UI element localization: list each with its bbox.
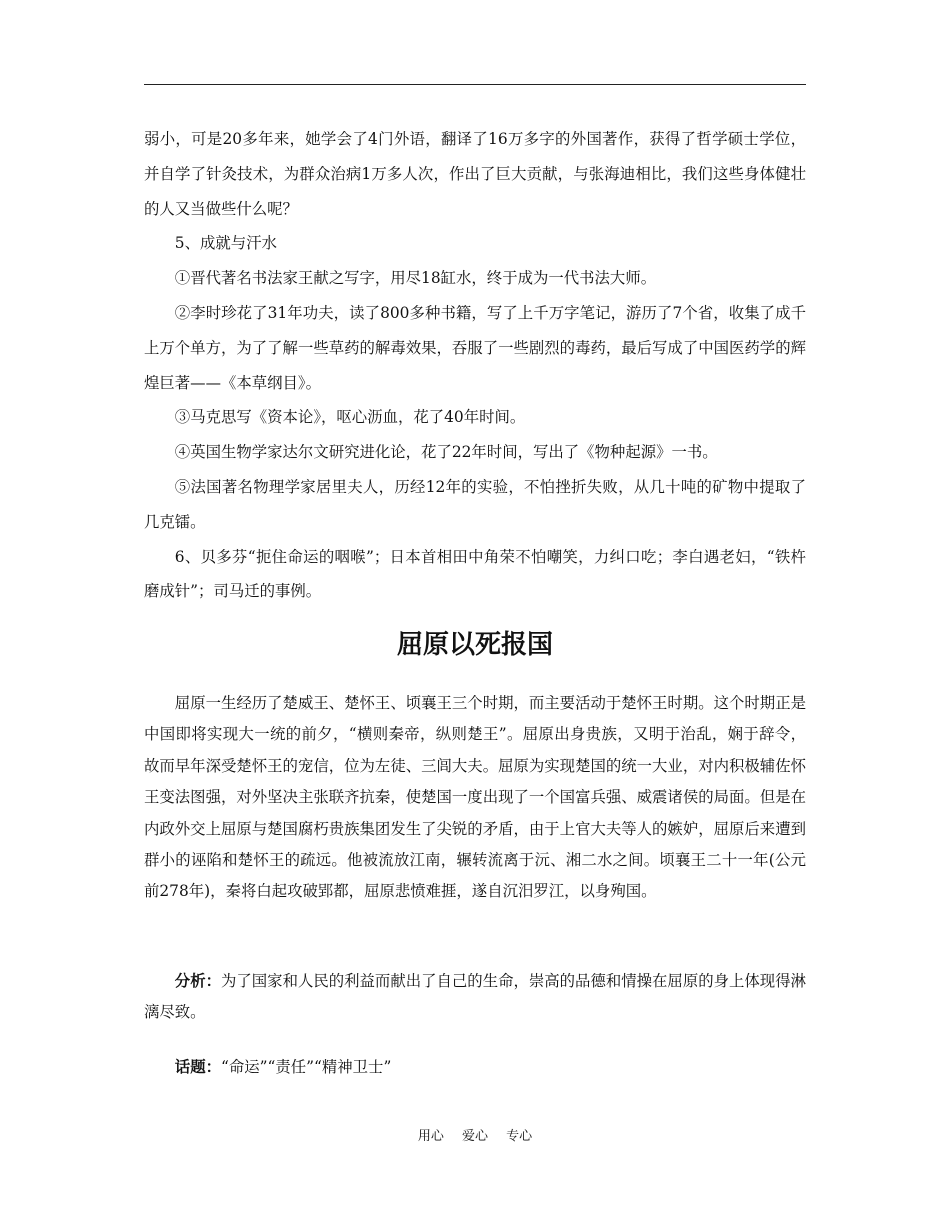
page-footer: 用心 爱心 专心	[417, 1129, 533, 1144]
body-paragraph: 屈原一生经历了楚威王、楚怀王、顷襄王三个时期，而主要活动于楚怀王时期。这个时期正是中国即将实现大一统的前夕，“横则秦帝，纵则楚王”。屈原出身贵族，又明于治乱，娴于辞令，故而早年深受楚怀王的宠信，位为左徒、三闾大夫。屈原为实现楚国的统一大业，对内积极辅佐怀王变法图强，对外坚决主张联齐抗秦，使楚国一度出现了一个国富兵强、威震诸侯的局面。但是在内政外交上屈原与楚国腐朽贵族集团发生了尖锐的矛盾，由于上官大夫等人的嫉妒，屈原后来遭到群小的诬陷和楚怀王的疏远。他被流放江南，辗转流离于沅、湘二水之间。顷襄王二十一年(公元前278年)，秦将白起攻破郢都，屈原悲愤难捱，遂自沉汨罗江，以身殉国。	[144, 694, 806, 901]
example-item-1: ①晋代著名书法家王献之写字，用尽18缸水，终于成为一代书法大师。	[174, 269, 657, 288]
analysis-section	[144, 966, 806, 1029]
topic-label: 话题：	[174, 1058, 221, 1076]
analysis-label: 分析：	[174, 972, 221, 990]
example-item-5: ⑤法国著名物理学家居里夫人，历经12年的实验，不怕挫折失败，从几十吨的矿物中提取了几克镭。	[144, 477, 806, 531]
section-6-examples: 6、贝多芬“扼住命运的咽喉”；日本首相田中角荣不怕嘲笑，力纠口吃；李白遇老妇，“铁杵磨成针”；司马迁的事例。	[144, 547, 806, 601]
article-title: 屈原以死报国	[396, 630, 553, 660]
analysis-text: 为了国家和人民的利益而献出了自己的生命，崇高的品德和情操在屈原的身上体现得淋漓尽致。	[144, 972, 806, 1022]
example-item-4: ④英国生物学家达尔文研究进化论，花了22年时间，写出了《物种起源》一书。	[174, 443, 718, 462]
article-body	[144, 688, 806, 908]
top-section	[144, 122, 806, 609]
example-item-3: ③马克思写《资本论》，呕心沥血，花了40年时间。	[174, 408, 526, 427]
header-rule	[144, 84, 806, 85]
paragraph-continuation: 弱小，可是20多年来，她学会了4门外语，翻译了16万多字的外国著作，获得了哲学硕士学位，并自学了针灸技术，为群众治病1万多人次，作出了巨大贡献，与张海迪相比，我们这些身体健壮的人又当做些什么呢？	[144, 130, 806, 218]
section-heading-achievement: 5、成就与汗水	[174, 234, 277, 253]
topic-section	[144, 1052, 806, 1083]
example-item-2: ②李时珍花了31年功夫，读了800多种书籍，写了上千万字笔记，游历了7个省，收集了成千上万个单方，为了了解一些草药的解毒效果，吞服了一些剧烈的毒药，最后写成了中国医药学的辉煌巨著——《本草纲目》。	[144, 303, 806, 392]
topic-text: “命运”“责任”“精神卫士”	[220, 1058, 392, 1076]
